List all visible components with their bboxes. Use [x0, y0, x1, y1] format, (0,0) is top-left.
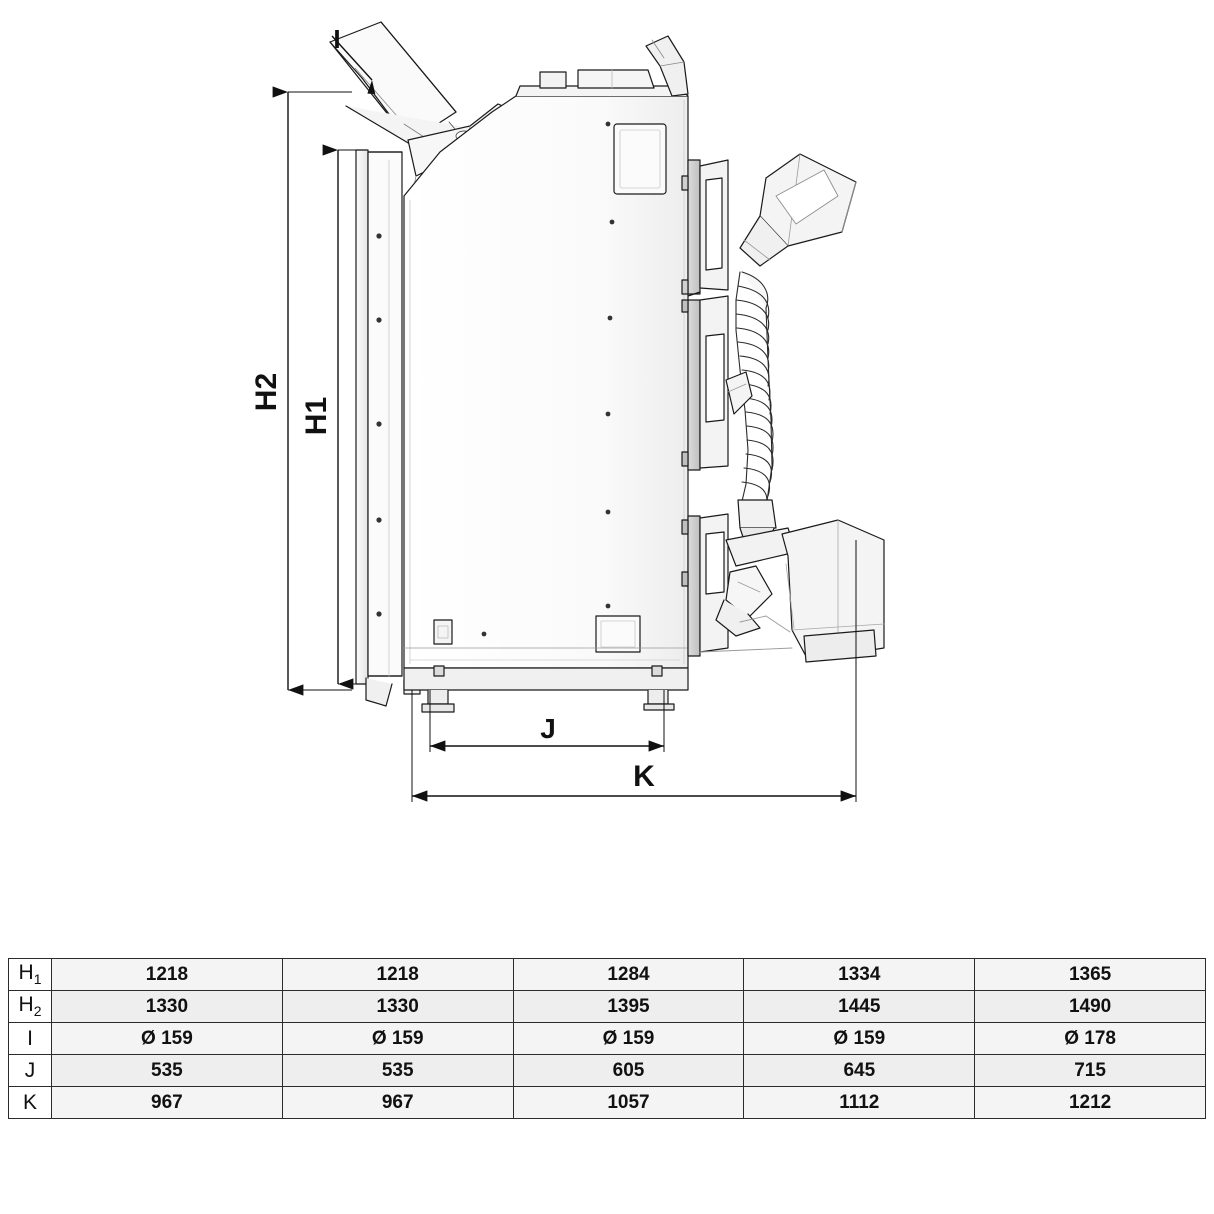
dimension-label-j: J — [540, 713, 556, 744]
row-header-i — [9, 1023, 52, 1055]
cell-h1-5: 1365 — [975, 959, 1206, 991]
dimension-label-h1: H1 — [300, 396, 333, 436]
table-row — [9, 1023, 1206, 1055]
cell-h2-5: 1490 — [975, 991, 1206, 1023]
cell-h2-1: 1330 — [52, 991, 283, 1023]
cell-h1-1: 1218 — [52, 959, 283, 991]
specification-table — [8, 958, 1206, 1119]
cell-k-4: 1112 — [744, 1087, 975, 1119]
cell-k-3: 1057 — [513, 1087, 744, 1119]
row-header-h1-sub: 1 — [33, 971, 42, 988]
cell-h2-3: 1395 — [513, 991, 744, 1023]
dimension-label-h2: H2 — [250, 372, 283, 412]
row-header-k — [9, 1087, 52, 1119]
row-header-h2 — [9, 991, 52, 1023]
cell-i-4: Ø 159 — [744, 1023, 975, 1055]
row-header-h1 — [9, 959, 52, 991]
cell-j-2: 535 — [282, 1055, 513, 1087]
specification-table-body — [9, 959, 1206, 1119]
row-header-j-main: J — [24, 1058, 36, 1082]
right-assembly — [682, 154, 884, 662]
cell-k-2: 967 — [282, 1087, 513, 1119]
cell-k-5: 1212 — [975, 1087, 1206, 1119]
cell-j-4: 645 — [744, 1055, 975, 1087]
cell-j-1: 535 — [52, 1055, 283, 1087]
cell-i-5: Ø 178 — [975, 1023, 1206, 1055]
row-header-h2-main: H — [18, 993, 34, 1017]
cell-h2-2: 1330 — [282, 991, 513, 1023]
cell-i-3: Ø 159 — [513, 1023, 744, 1055]
cell-j-5: 715 — [975, 1055, 1206, 1087]
row-header-k-main: K — [22, 1090, 37, 1114]
row-header-h1-main: H — [18, 961, 34, 985]
row-header-j — [9, 1055, 52, 1087]
cell-h1-2: 1218 — [282, 959, 513, 991]
table-row — [9, 1087, 1206, 1119]
cell-k-1: 967 — [52, 1087, 283, 1119]
dimension-label-k: K — [633, 760, 655, 793]
dimension-label-i: I — [333, 24, 341, 54]
cell-i-2: Ø 159 — [282, 1023, 513, 1055]
cell-h1-4: 1334 — [744, 959, 975, 991]
row-header-h2-sub: 2 — [33, 1003, 42, 1020]
table-row — [9, 991, 1206, 1023]
cell-j-3: 605 — [513, 1055, 744, 1087]
cell-h1-3: 1284 — [513, 959, 744, 991]
cell-i-1: Ø 159 — [52, 1023, 283, 1055]
row-header-i-main: I — [27, 1026, 33, 1050]
table-row — [9, 1055, 1206, 1087]
cell-h2-4: 1445 — [744, 991, 975, 1023]
specification-table-wrapper — [8, 958, 1206, 1119]
table-row — [9, 959, 1206, 991]
